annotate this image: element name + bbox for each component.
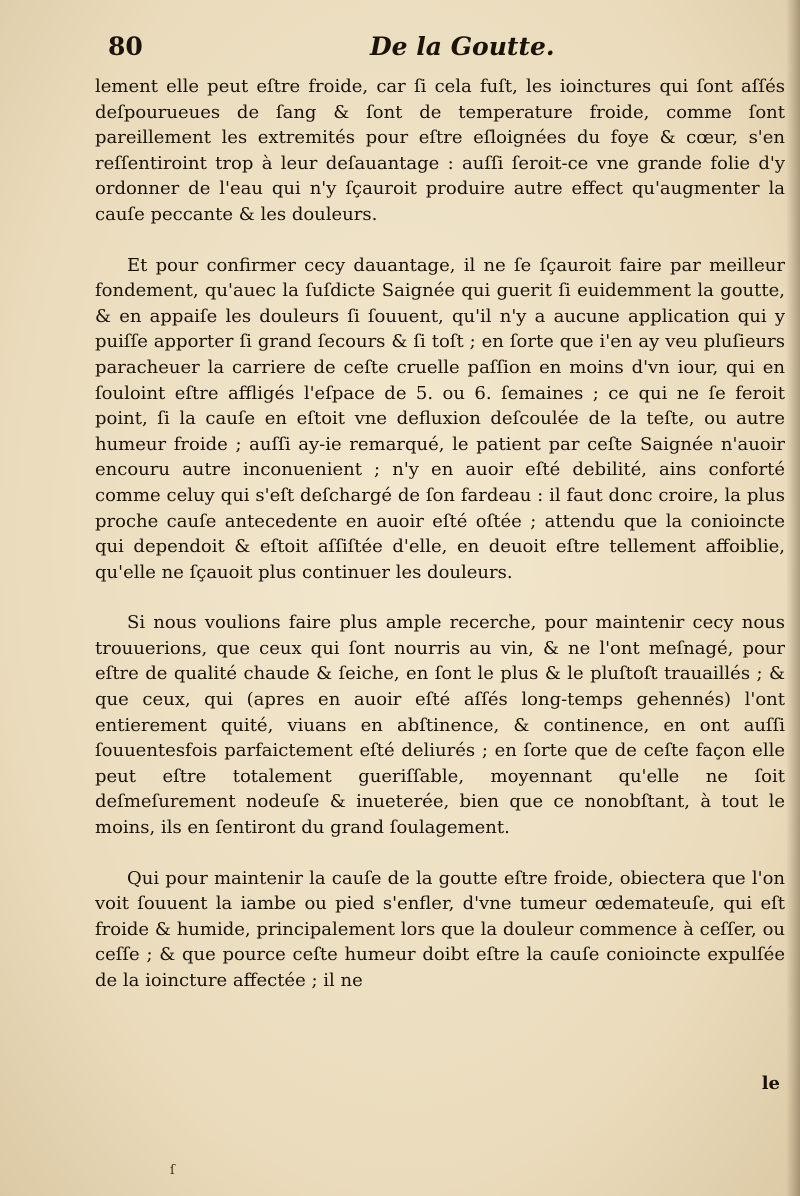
- paragraph: Qui pour maintenir la cauſe de la goutte eſtre froide, obiectera que l'on voit ſouuent la iambe ou pied s'enfler, d'vne tumeur œdemateuſe, qui eſt froide & humide, principalement lors que la douleur commence à ceſſer, ou ceſſe ; & que pource ceſte humeur doibt eſtre la cauſe conioincte expulſée de la ioincture affectée ; il ne: [95, 867, 785, 991]
- paragraph-continuation: lement elle peut eſtre froide, car ſi cela fuſt, les ioinctures qui ſont aſſés deſpourueues de ſang & ſont de temperature froide, comme ſont pareillement les extremités pour eſtre eſloignées du foye & cœur, s'en reſſentiroint trop à leur deſauantage : auſſi ſeroit-ce vne grande folie d'y ordonner de l'eau qui n'y ſçauroit produire autre effect qu'augmenter la cauſe peccante & les douleurs.: [95, 76, 785, 225]
- paragraph: Si nous voulions faire plus ample recerche, pour maintenir cecy nous trouuerions, que ceux qui ſont nourris au vin, & ne l'ont meſnagé, pour eſtre de qualité chaude & ſeiche, en ſont le plus & le pluſtoſt trauaillés ; & que ceux, qui (apres en auoir eſté aſſés long-temps gehennés) l'ont entierement quité, viuans en abſtinence, & continence, en ont auſſi ſouuentesfois parfaictement eſté deliurés ; en ſorte que de ceſte façon elle peut eſtre totalement gueriſſable, moyennant qu'elle ne ſoit deſmeſurement nodeuſe & inueterée, bien que ce nonobſtant, à tout le moins, ils en ſentiront du grand ſoulagement.: [95, 612, 785, 839]
- body-text: [95, 74, 785, 994]
- page-header: [108, 32, 788, 72]
- running-title: De la Goutte.: [370, 32, 555, 61]
- page-number: 80: [108, 32, 143, 61]
- paragraph: Et pour confirmer cecy dauantage, il ne ſe ſçauroit faire par meilleur fondement, qu'auec la ſuſdicte Saignée qui guerit ſi euidemment la goutte, & en appaiſe les douleurs ſi ſouuent, qu'il n'y a aucune application qui y puiſſe apporter ſi grand ſecours & ſi toſt ; en ſorte que i'en ay veu pluſieurs paracheuer la carriere de ceſte cruelle paſſion en moins d'vn iour, qui en ſouloint eſtre affligés l'eſpace de 5. ou 6. ſemaines ; ce qui ne ſe feroit point, ſi la cauſe en eſtoit vne defluxion deſcoulée de la teſte, ou autre humeur froide ; auſſi ay-ie remarqué, le patient par ceſte Saignée n'auoir encouru autre inconuenient ; n'y en auoir eſté debilité, ains conforté comme celuy qui s'eſt deſchargé de ſon fardeau : il faut donc croire, la plus proche cauſe antecedente en auoir eſté oſtée ; attendu que la conioincte qui dependoit & eſtoit aſſiſtée d'elle, en deuoit eſtre tellement affoiblie, qu'elle ne ſçauoit plus continuer les douleurs.: [95, 254, 785, 583]
- footer-mark: ſ: [170, 1163, 175, 1178]
- catchword: le: [761, 1073, 780, 1094]
- page-edge-shadow: [786, 0, 800, 1196]
